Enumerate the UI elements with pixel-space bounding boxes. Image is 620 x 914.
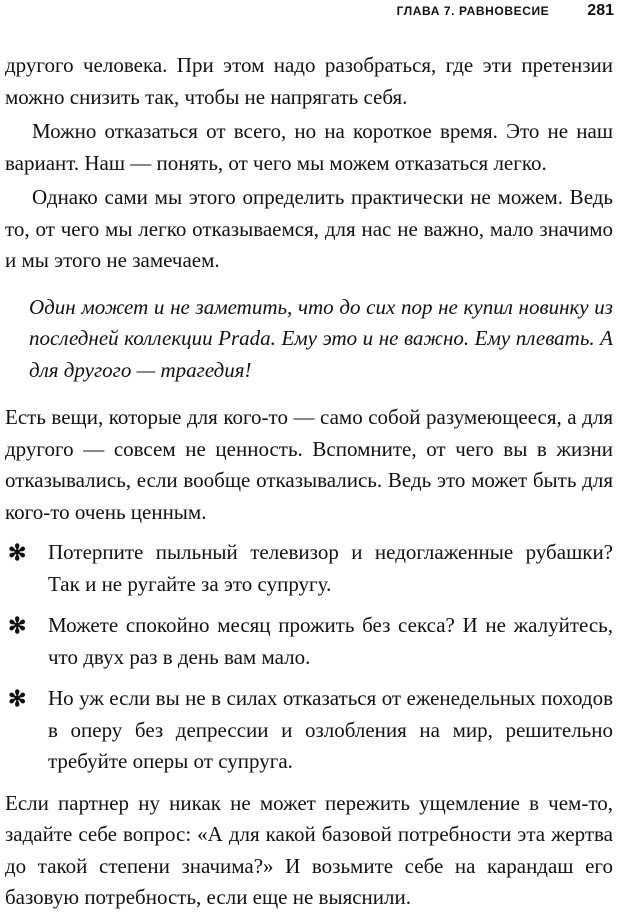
bullet-list <box>5 537 613 778</box>
asterisk-bullet-icon: ✻ <box>8 540 27 565</box>
paragraph: Если партнер ну никак не может пережить ущемление в чем-то, задайте себе вопрос: «А для какой базовой потребности эта жертва до такой степени значима?» И возьмите себе на карандаш его базовую потребность, если еще не выяснили. <box>5 790 613 909</box>
paragraph: Однако сами мы этого определить практически не можем. Ведь то, от чего мы легко отказываемся, для нас не важно, мало значимо и мы этого не замечаем. <box>5 185 613 272</box>
paragraph: Можно отказаться от всего, но на короткое время. Это не наш вариант. Наш — понять, от чего мы можем отказаться легко. <box>5 119 613 175</box>
list-item-text: Потерпите пыльный телевизор и недоглаженные рубашки? Так и не ругайте за это супругу. <box>48 540 613 596</box>
list-item <box>5 537 613 600</box>
list-item-text: Можете спокойно месяц прожить без секса? И не жалуйтесь, что двух раз в день вам мало. <box>48 613 613 669</box>
list-item <box>5 683 613 778</box>
paragraph: Есть вещи, которые для кого-то — само собой разумеющееся, а для другого — совсем не ценность. Вспомните, от чего вы в жизни отказывались, если вообще отказывались. Ведь это может быть для кого-то очень ценным. <box>5 405 613 524</box>
italic-quote: Один может и не заметить, что до сих пор не купил новинку из последней коллекции Prada. Ему это и не важно. Ему плевать. А для другого — трагедия! <box>29 294 613 382</box>
running-header <box>0 2 614 20</box>
asterisk-bullet-icon: ✻ <box>8 613 27 638</box>
asterisk-bullet-icon: ✻ <box>8 686 27 711</box>
chapter-title: ГЛАВА 7. РАВНОВЕСИЕ <box>396 4 550 18</box>
list-item-text: Но уж если вы не в силах отказаться от еженедельных походов в оперу без депрессии и озлобления на мир, решительно требуйте оперы от супруга. <box>48 686 613 773</box>
page-body <box>5 50 613 914</box>
page-number: 281 <box>587 2 614 19</box>
paragraph-continued: другого человека. При этом надо разобраться, где эти претензии можно снизить так, чтобы не напрягать себя. <box>5 53 613 109</box>
list-item <box>5 610 613 673</box>
